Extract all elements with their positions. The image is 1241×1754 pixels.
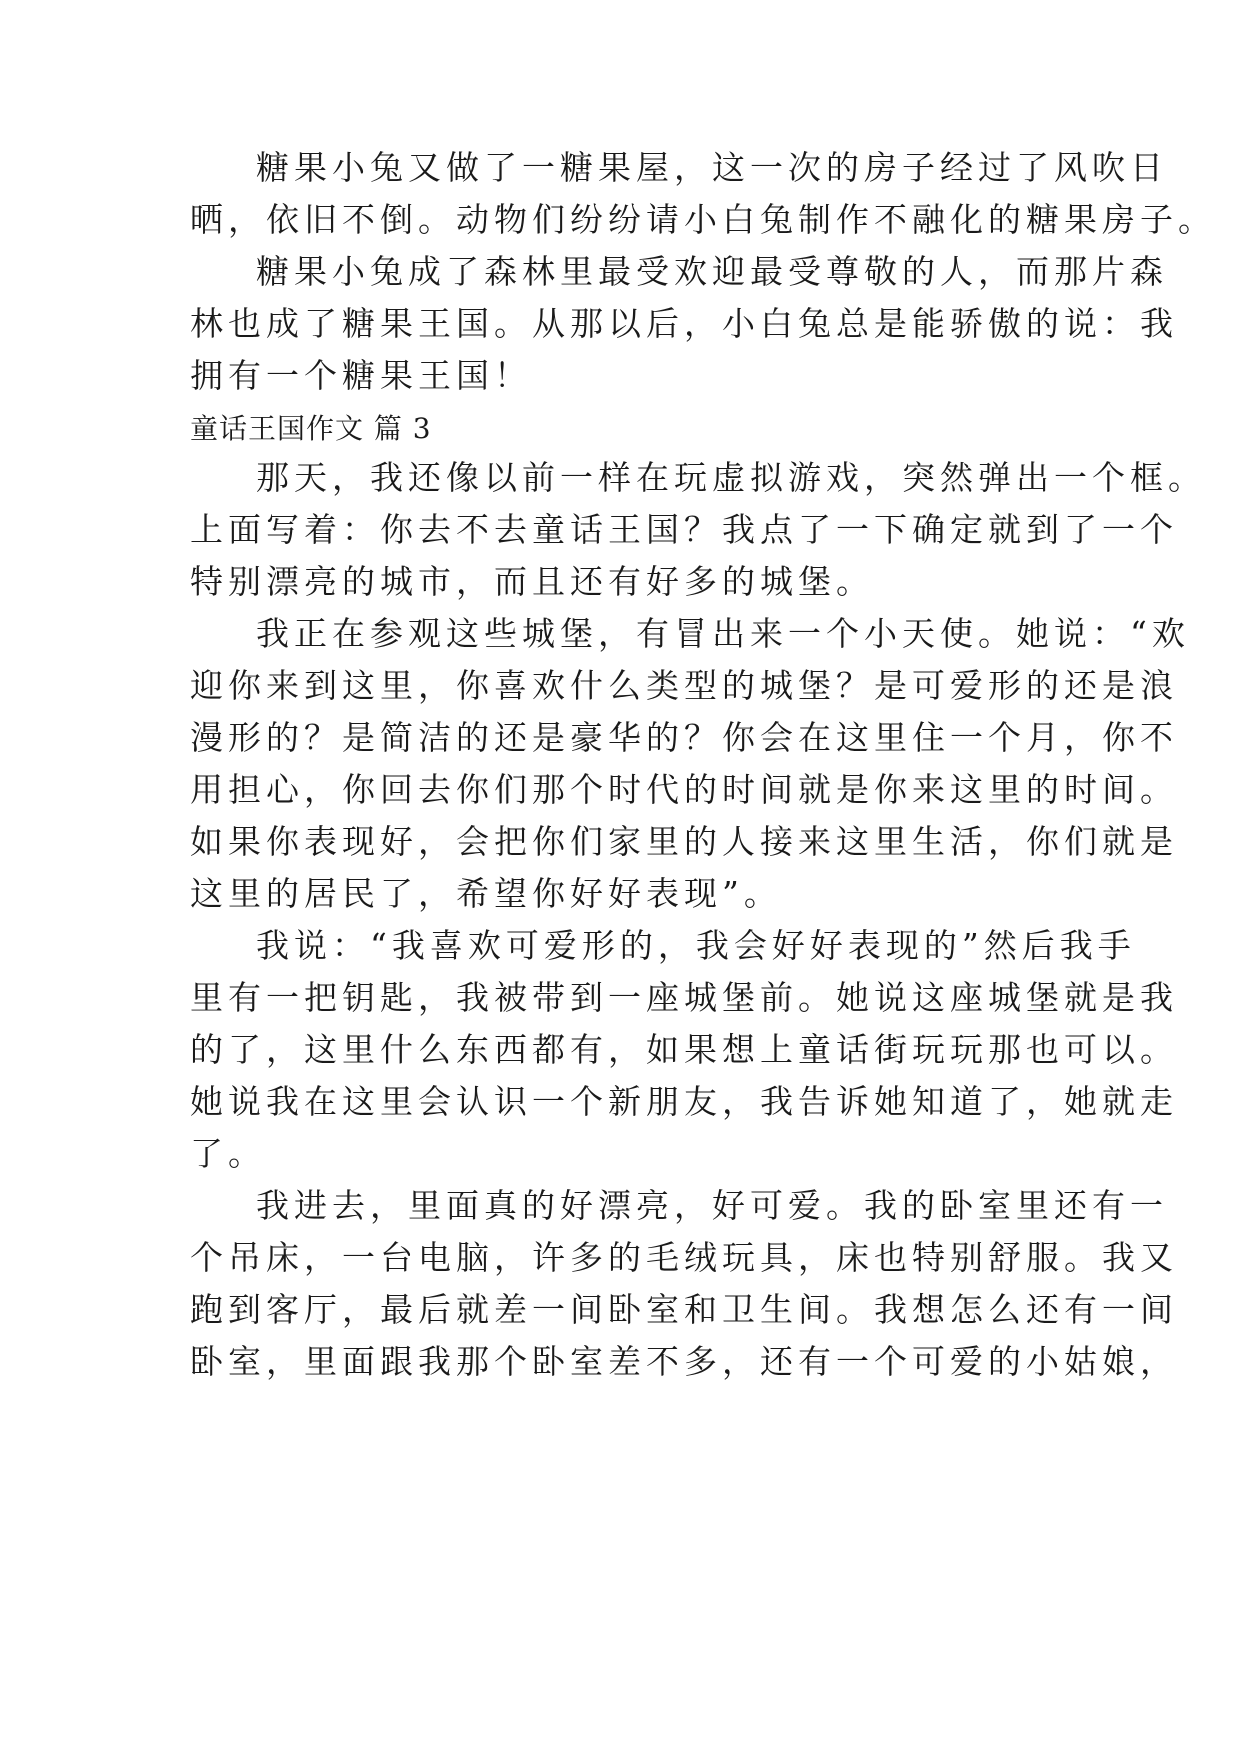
paragraph-line: 糖果小兔又做了一糖果屋，这一次的房子经过了风吹日 (256, 148, 1168, 187)
paragraph-line: 林也成了糖果王国。从那以后，小白兔总是能骄傲的说：我 (190, 304, 1178, 343)
paragraph-line: 糖果小兔成了森林里最受欢迎最受尊敬的人，而那片森 (256, 252, 1168, 291)
paragraph-line: 我进去，里面真的好漂亮，好可爱。我的卧室里还有一 (256, 1186, 1168, 1225)
paragraph-line: 拥有一个糖果王国！ (190, 356, 532, 395)
paragraph-line: 卧室，里面跟我那个卧室差不多，还有一个可爱的小姑娘， (190, 1342, 1178, 1381)
paragraph-line: 晒，依旧不倒。动物们纷纷请小白兔制作不融化的糖果房子。 (190, 200, 1216, 239)
paragraph-line: 上面写着：你去不去童话王国？我点了一下确定就到了一个 (190, 510, 1178, 549)
paragraph-line: 特别漂亮的城市，而且还有好多的城堡。 (190, 562, 874, 601)
paragraph-line: 了。 (190, 1134, 266, 1173)
paragraph-line: 用担心，你回去你们那个时代的时间就是你来这里的时间。 (190, 770, 1178, 809)
paragraph-line: 漫形的？是简洁的还是豪华的？你会在这里住一个月，你不 (190, 718, 1178, 757)
paragraph-line: 迎你来到这里，你喜欢什么类型的城堡？是可爱形的还是浪 (190, 666, 1178, 705)
paragraph-line: 个吊床，一台电脑，许多的毛绒玩具，床也特别舒服。我又 (190, 1238, 1178, 1277)
paragraph-line: 我说：“我喜欢可爱形的，我会好好表现的”然后我手 (256, 926, 1136, 965)
paragraph-line: 她说我在这里会认识一个新朋友，我告诉她知道了，她就走 (190, 1082, 1178, 1121)
paragraph-line: 那天，我还像以前一样在玩虚拟游戏，突然弹出一个框。 (256, 458, 1206, 497)
section-heading: 童话王国作文 篇 3 (190, 412, 432, 445)
paragraph-line: 的了，这里什么东西都有，如果想上童话街玩玩那也可以。 (190, 1030, 1178, 1069)
paragraph-line: 这里的居民了，希望你好好表现”。 (190, 874, 782, 913)
paragraph-line: 如果你表现好，会把你们家里的人接来这里生活，你们就是 (190, 822, 1178, 861)
paragraph-line: 我正在参观这些城堡，有冒出来一个小天使。她说：“欢 (256, 614, 1190, 653)
paragraph-line: 跑到客厅，最后就差一间卧室和卫生间。我想怎么还有一间 (190, 1290, 1178, 1329)
paragraph-line: 里有一把钥匙，我被带到一座城堡前。她说这座城堡就是我 (190, 978, 1178, 1017)
